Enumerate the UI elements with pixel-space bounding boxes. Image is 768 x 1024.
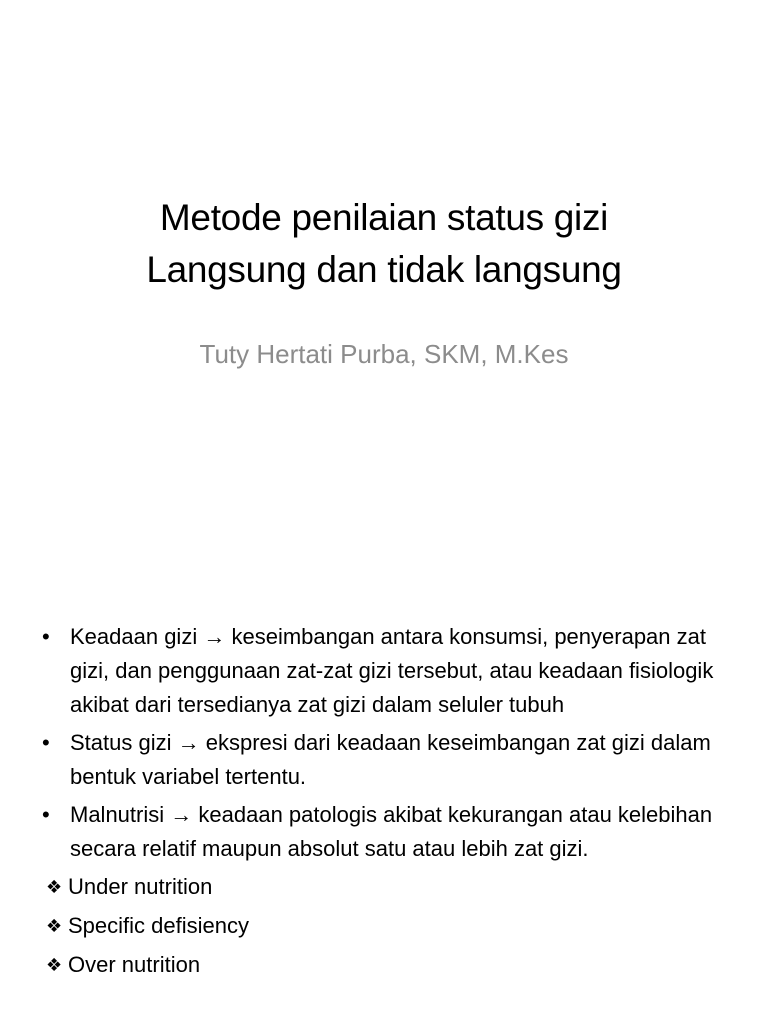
diamond-bullet-icon: ❖ (46, 877, 63, 897)
arrow-right-icon: → (177, 730, 200, 755)
slide-subtitle: Tuty Hertati Purba, SKM, M.Kes (199, 339, 569, 369)
arrow-right-icon: → (170, 802, 193, 827)
arrow-right-icon: → (203, 624, 226, 649)
bullet-text: keseimbangan antara konsumsi, penyerapan zat gizi, dan penggunaan zat-zat gizi tersebut, atau keadaan fisiologik akibat dari tersedianya zat gizi dalam seluler tubuh (70, 624, 714, 717)
subitem-over-nutrition (46, 948, 742, 982)
subitem-text: Specific defisiency (68, 913, 249, 938)
bullet-text: ekspresi dari keadaan keseimbangan zat gizi dalam bentuk variabel tertentu. (70, 730, 711, 789)
subitem-under-nutrition (46, 870, 742, 904)
bullet-term: Status gizi (70, 730, 172, 755)
slide-title (0, 192, 768, 296)
bullet-text: keadaan patologis akibat kekurangan atau kelebihan secara relatif maupun absolut satu atau lebih zat gizi. (70, 802, 713, 861)
bullet-dot-icon: • (42, 730, 50, 755)
bullet-keadaan-gizi (42, 620, 742, 722)
bullet-dot-icon: • (42, 802, 50, 827)
subitem-text: Over nutrition (68, 952, 201, 977)
title-line-2: Langsung dan tidak langsung (146, 249, 622, 290)
bullet-term: Malnutrisi (70, 802, 165, 827)
subitem-specific-defisiency (46, 909, 742, 943)
diamond-bullet-icon: ❖ (46, 916, 63, 936)
diamond-bullet-icon: ❖ (46, 955, 63, 975)
bullet-term: Keadaan gizi (70, 624, 198, 649)
content-list (42, 620, 742, 987)
title-line-1: Metode penilaian status gizi (159, 197, 609, 238)
bullet-dot-icon: • (42, 624, 50, 649)
subitem-text: Under nutrition (68, 874, 213, 899)
bullet-malnutrisi (42, 798, 742, 866)
bullet-status-gizi (42, 726, 742, 794)
